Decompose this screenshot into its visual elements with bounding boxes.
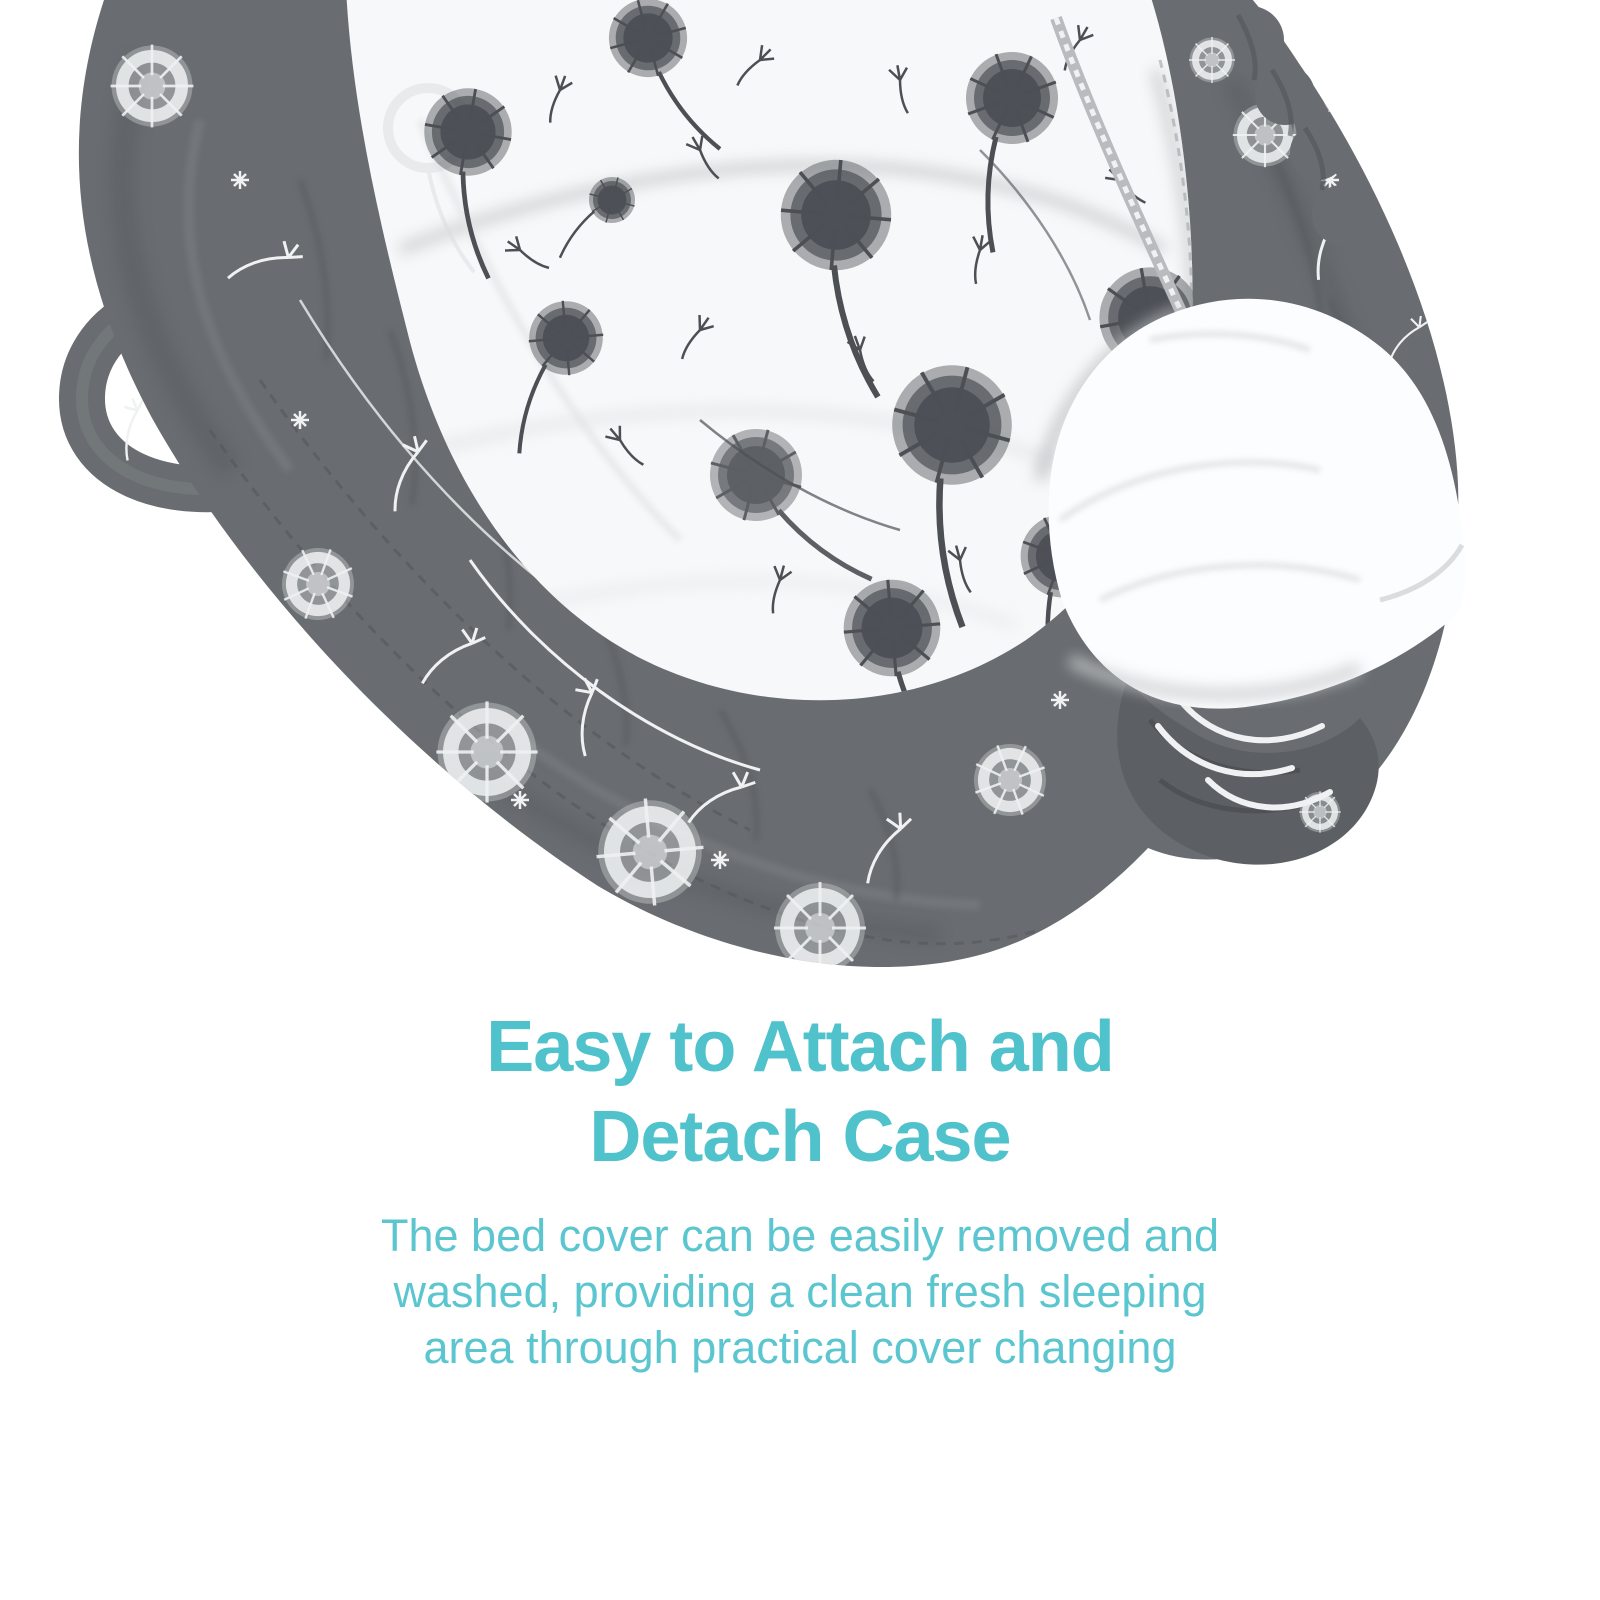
caption-body-line3: area through practical cover changing: [423, 1322, 1177, 1373]
caption-body: [0, 1208, 1600, 1376]
caption-body-line1: The bed cover can be easily removed and: [381, 1210, 1219, 1261]
caption-heading-line2: Detach Case: [589, 1097, 1011, 1177]
caption-body-line2: washed, providing a clean fresh sleeping: [393, 1266, 1207, 1317]
caption-block: [0, 1002, 1600, 1376]
caption-heading-line1: Easy to Attach and: [486, 1007, 1114, 1087]
caption-heading: [0, 1002, 1600, 1182]
